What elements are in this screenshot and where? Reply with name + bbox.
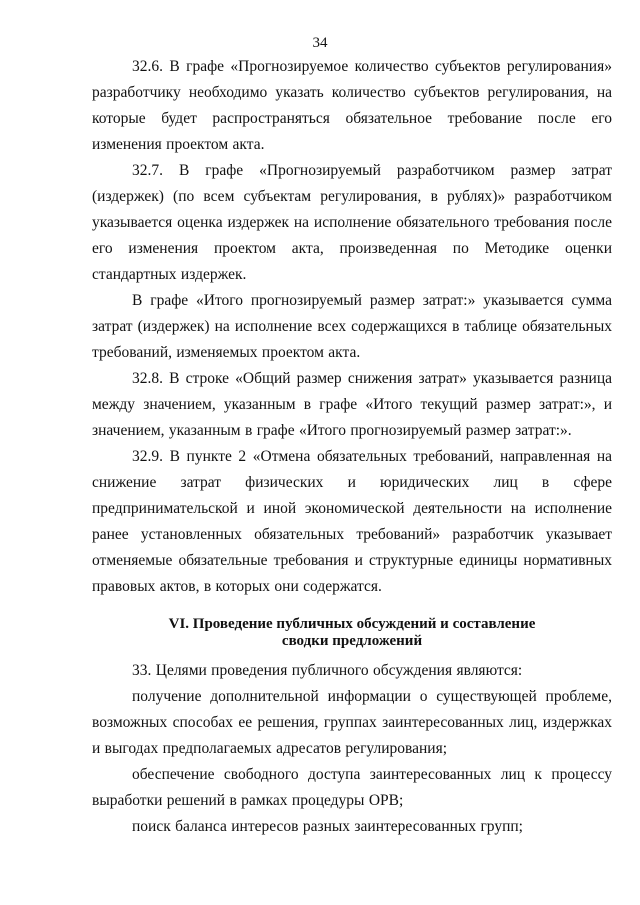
paragraph-32-8: 32.8. В строке «Общий размер снижения затрат» указывается разница между значением, указанным в графе «Итого текущий размер затрат:», и значением, указанным в графе «Итого прогнозируемый размер затрат:». [92,370,612,439]
section-heading-line-1: VI. Проведение публичных обсуждений и составление [168,616,536,632]
paragraph-total-forecast: В графе «Итого прогнозируемый размер затрат:» указывается сумма затрат (издержек) на исполнение всех содержащихся в таблице обязательных требований, изменяемых проектом акта. [92,292,612,361]
section-heading [92,616,612,650]
list-item-goal-access: обеспечение свободного доступа заинтересованных лиц к процессу выработки решений в рамках процедуры ОРВ; [92,766,612,809]
paragraph-32-6: 32.6. В графе «Прогнозируемое количество субъектов регулирования» разработчику необходимо указать количество субъектов регулирования, на которые будет распространяться обязательное требование после его изменения проектом акта. [92,58,612,153]
paragraph-32-7: 32.7. В графе «Прогнозируемый разработчиком размер затрат (издержек) (по всем субъектам регулирования, в рублях)» разработчиком указывается оценка издержек на исполнение обязательного требования после его изменения проектом акта, произведенная по Методике оценки стандартных издержек. [92,162,612,283]
section-heading-line-2: сводки предложений [281,633,423,649]
paragraph-33: 33. Целями проведения публичного обсуждения являются: [132,662,523,679]
paragraph-32-9: 32.9. В пункте 2 «Отмена обязательных требований, направленная на снижение затрат физических и юридических лиц в сфере предпринимательской и иной экономической деятельности на исполнение ранее установленных обязательных требований» разработчик указывает отменяемые обязательные требования и структурные единицы нормативных правовых актов, в которых они содержатся. [92,448,612,595]
page-number: 34 [312,35,328,51]
document-body [92,54,612,840]
list-item-goal-balance: поиск баланса интересов разных заинтересованных групп; [132,818,523,835]
list-item-goal-information: получение дополнительной информации о существующей проблеме, возможных способах ее решения, группах заинтересованных лиц, издержках и выгодах предполагаемых адресатов регулирования; [92,688,612,757]
